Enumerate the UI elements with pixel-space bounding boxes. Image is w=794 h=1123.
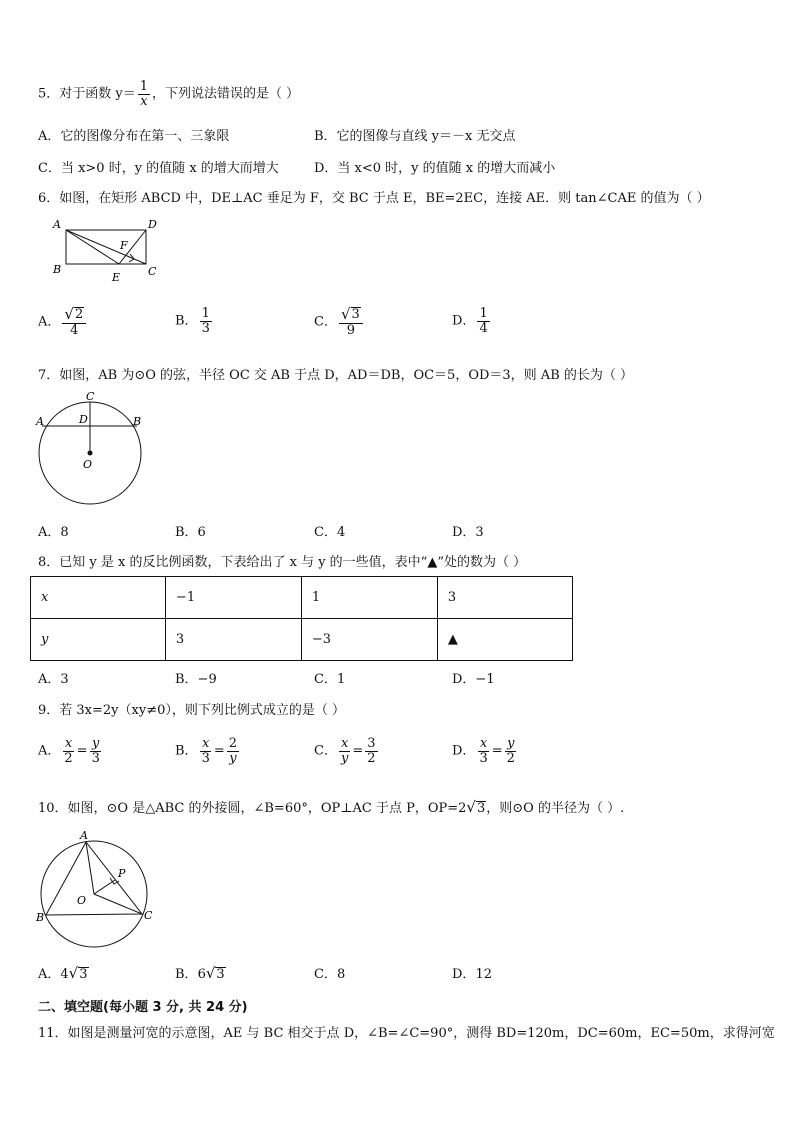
table-cell: y: [31, 619, 166, 661]
q5-option-c: C．当 x>0 时，y 的值随 x 的增大而增大: [38, 161, 279, 176]
q9-stem: 9．若 3x=2y（xy≠0），则下列比例式成立的是（ ）: [38, 703, 345, 718]
q10-line-op: [94, 880, 115, 894]
q7-option-a: A．8: [38, 525, 69, 540]
q7-option-b: B．6: [175, 525, 206, 540]
q6-label-c: C: [148, 265, 157, 278]
table-cell: −3: [301, 619, 437, 661]
q10-line-oa: [86, 842, 94, 894]
q7-option-d: D．3: [452, 525, 484, 540]
q7-center-dot: [88, 451, 93, 456]
q6-label-a: A: [53, 218, 61, 231]
q8-option-c: C．1: [314, 672, 346, 687]
q8-stem: 8．已知 y 是 x 的反比例函数，下表给出了 x 与 y 的一些值，表中“▲”处的数为（ ）: [38, 555, 527, 570]
q8-option-b: B．−9: [175, 672, 217, 687]
q10-option-c: C．8: [314, 967, 346, 982]
q7-figure: [36, 388, 156, 508]
q7-label-c: C: [86, 390, 95, 403]
q7-label-o: O: [83, 458, 93, 471]
q6-label-b: B: [53, 263, 62, 276]
table-cell: −1: [165, 577, 301, 619]
q11-stem: 11．如图是测量河宽的示意图，AE 与 BC 相交于点 D，∠B=∠C=90°，测得 BD=120m，DC=60m，EC=50m，求得河宽: [38, 1026, 775, 1041]
q5-option-d: D．当 x<0 时，y 的值随 x 的增大而减小: [314, 161, 556, 176]
q6-option-a: A． √ 2 4: [38, 307, 88, 337]
q7-label-b: B: [133, 415, 142, 428]
table-cell: 3: [437, 577, 572, 619]
q8-table: [30, 576, 573, 661]
table-cell: 3: [165, 619, 301, 661]
q7-label-d: D: [79, 413, 88, 426]
q10-label-b: B: [36, 911, 45, 924]
q5-option-b: B．它的图像与直线 y＝－x 无交点: [314, 129, 516, 144]
q6-figure: [50, 215, 170, 285]
q7-option-c: C．4: [314, 525, 346, 540]
q10-label-o: O: [77, 894, 87, 907]
q10-option-d: D．12: [452, 967, 492, 982]
section-heading: 二、填空题(每小题 3 分, 共 24 分): [38, 1000, 248, 1015]
q6-line-ae: [66, 230, 119, 264]
q10-stem: 10．如图，⊙O 是△ABC 的外接圆，∠B=60°，OP⊥AC 于点 P，OP=2 √ 3 ，则⊙O 的半径为（ ）.: [38, 798, 625, 816]
q6-option-d: D． $\frac{1}{4}$: [452, 306, 488, 336]
q6-stem: 6．如图，在矩形 ABCD 中，DE⊥AC 垂足为 F，交 BC 于点 E，BE=2EC，连接 AE．则 tan∠CAE 的值为（ ）: [38, 191, 710, 206]
table-cell: 1: [301, 577, 437, 619]
table-row: [31, 577, 573, 619]
q10-label-p: P: [118, 867, 126, 880]
q6-option-c: C． √ 3 9: [314, 307, 365, 337]
table-cell: ▲: [437, 619, 572, 661]
q5-stem: 5．对于函数 y＝ $\frac{1}{x}$ ，下列说法错误的是（ ）: [38, 79, 300, 109]
q9-option-b: B． $\frac{x}{3}$ = $\frac{2}{y}$: [175, 736, 238, 766]
q6-label-d: D: [148, 218, 157, 231]
q10-option-b: B．6 √ 3: [175, 964, 225, 982]
table-cell: x: [31, 577, 166, 619]
q9-option-c: C． $\frac{x}{y}$ = $\frac{3}{2}$: [314, 736, 376, 766]
q5-option-a: A．它的图像分布在第一、三象限: [38, 129, 230, 144]
q9-option-a: A． $\frac{x}{2}$ = $\frac{y}{3}$: [38, 736, 100, 766]
q8-option-d: D．−1: [452, 672, 495, 687]
q6-option-b: B． $\frac{1}{3}$: [175, 306, 210, 336]
q10-figure: [36, 828, 156, 953]
q7-stem: 7．如图，AB 为⊙O 的弦，半径 OC 交 AB 于点 D，AD＝DB，OC＝5，OD＝3，则 AB 的长为（ ）: [38, 368, 634, 383]
q6-label-e: E: [112, 271, 121, 284]
q10-label-c: C: [144, 909, 153, 922]
q9-option-d: D． $\frac{x}{3}$ = $\frac{y}{2}$: [452, 736, 515, 766]
q10-option-a: A．4 √ 3: [38, 964, 88, 982]
q6-label-f: F: [120, 239, 128, 252]
q8-option-a: A．3: [38, 672, 69, 687]
table-row: [31, 619, 573, 661]
q10-label-a: A: [80, 829, 88, 842]
q7-label-a: A: [36, 415, 44, 428]
